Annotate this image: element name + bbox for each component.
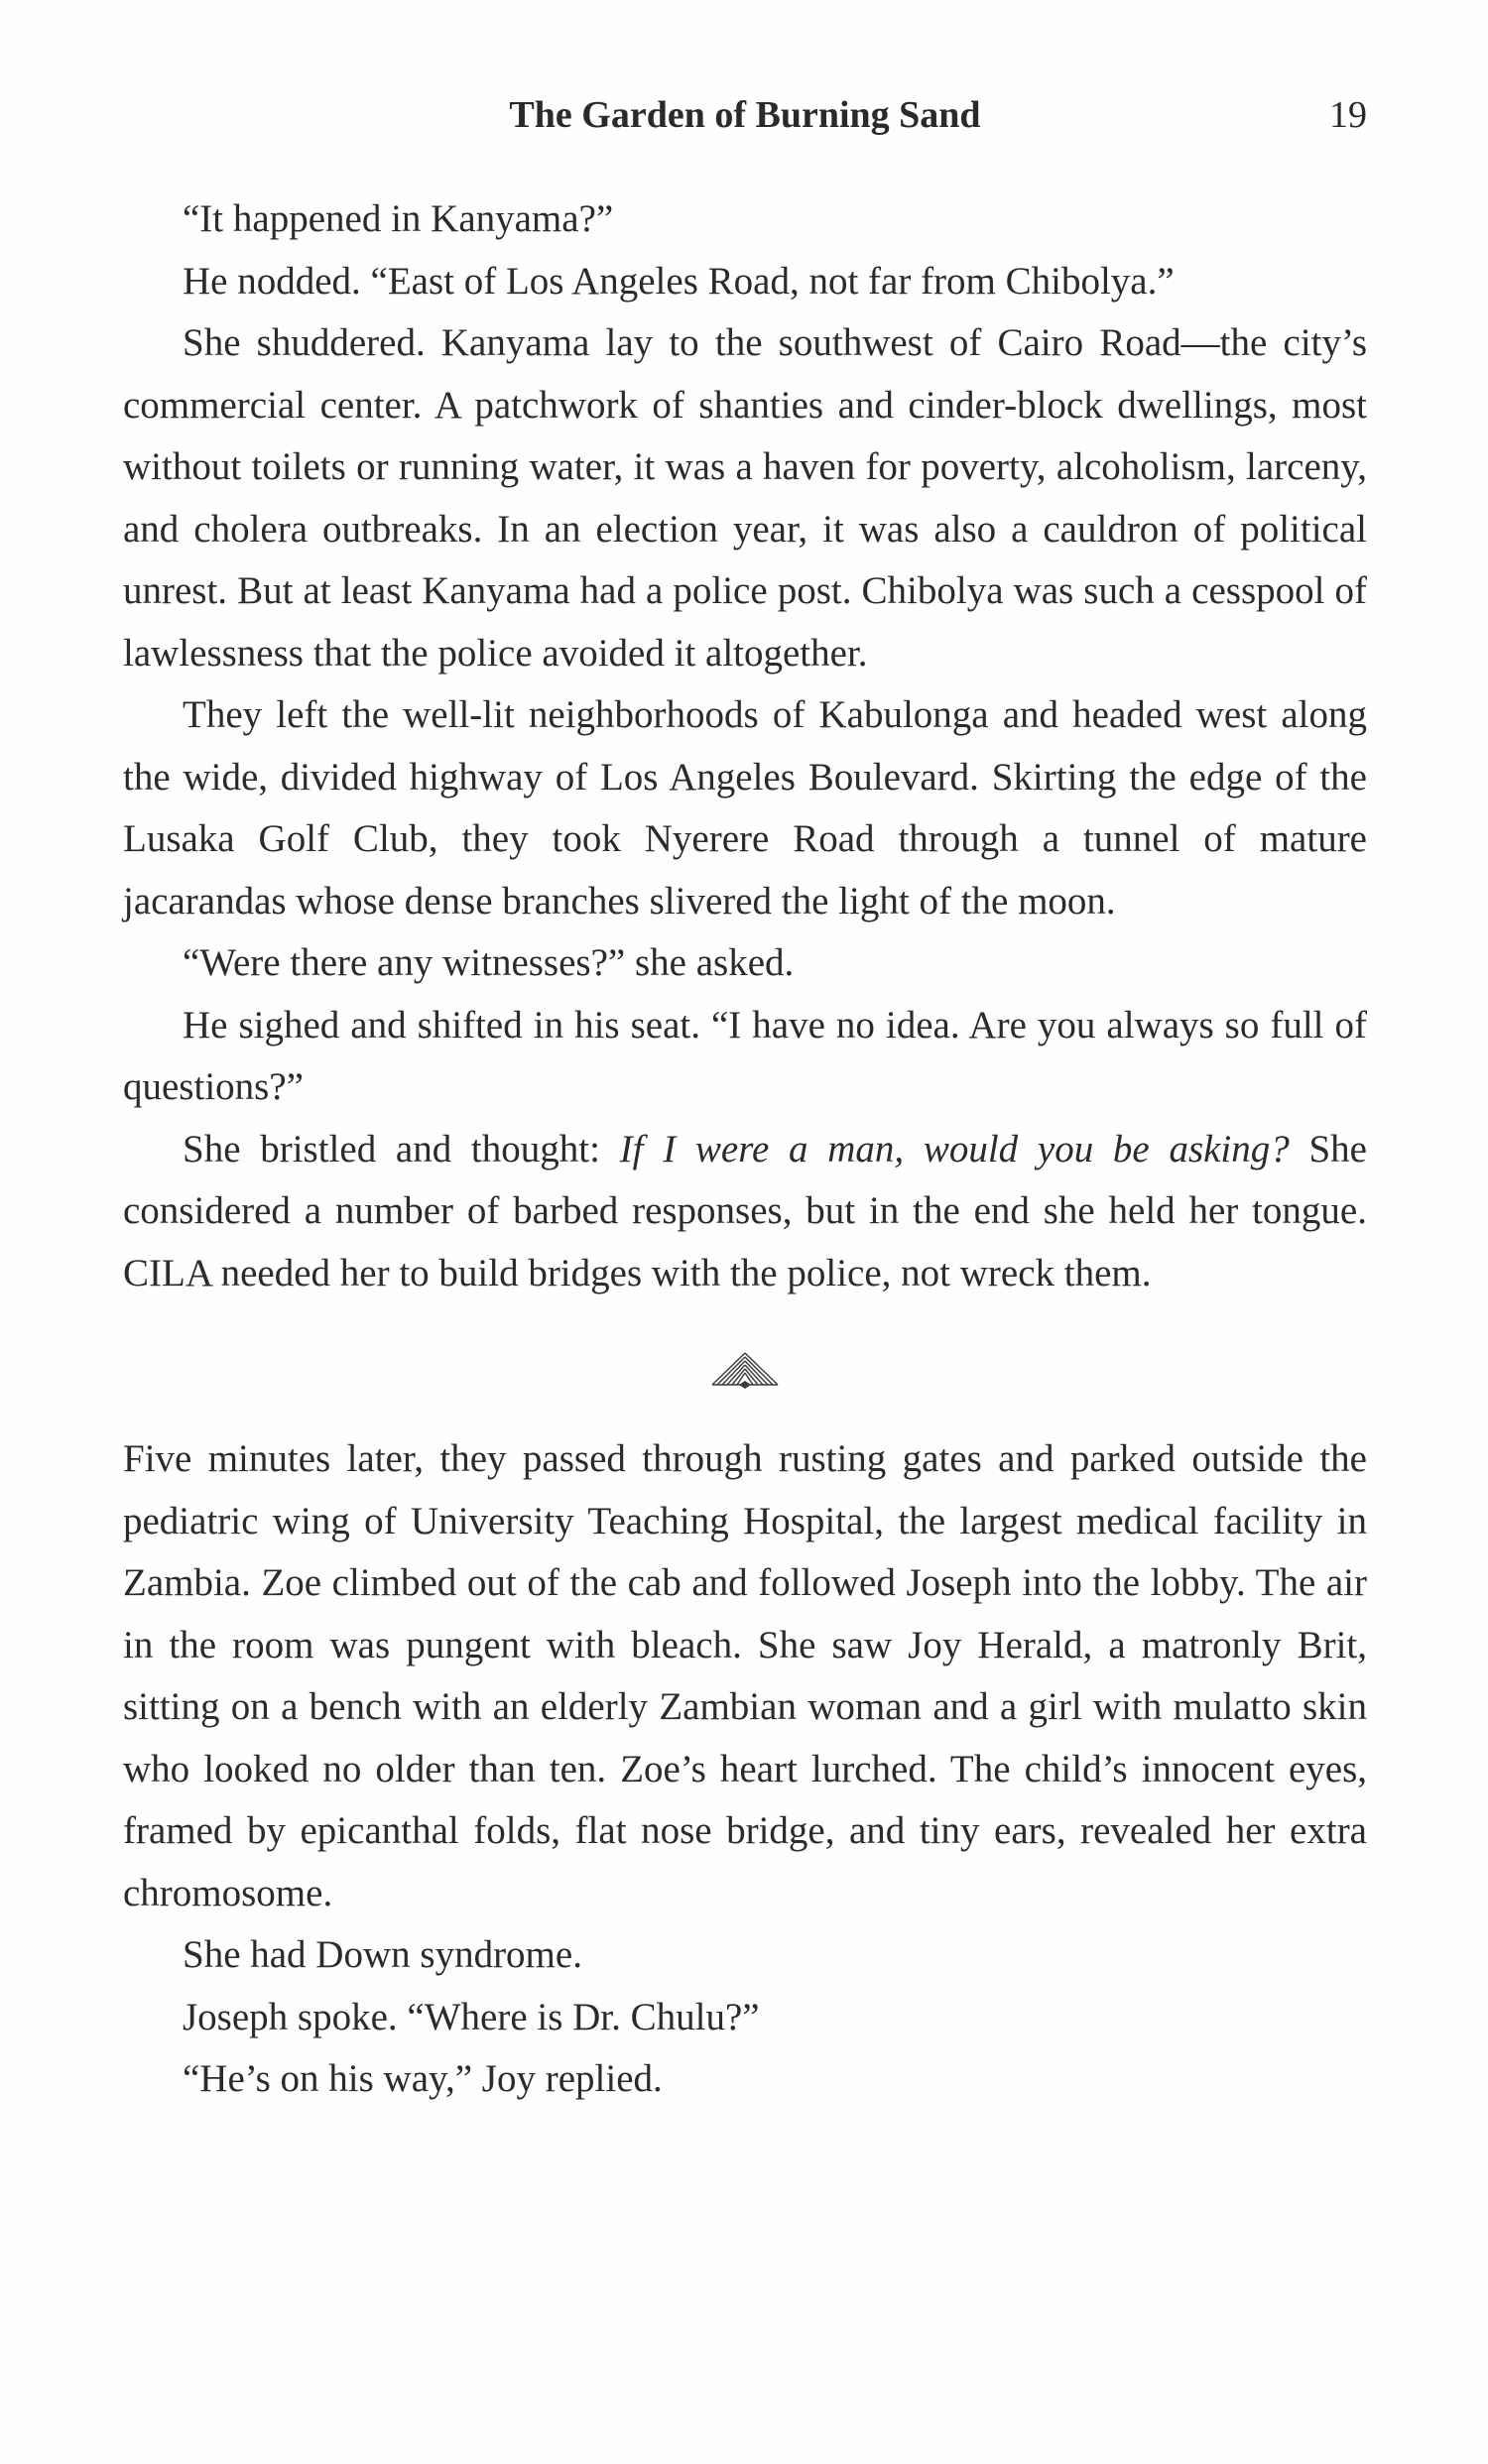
paragraph: They left the well-lit neighborhoods of Kabulonga and headed west along the wide, divided highway of Los Angeles Boulevard. Skirting the edge of the Lusaka Golf Club, they took Nyerere Road through a tunnel of mature jacarandas whose dense branches slivered the light of the moon. [123, 693, 1367, 923]
paragraph-text: She bristled and thought: [183, 1127, 620, 1170]
pyramid-ornament-icon [710, 1351, 780, 1393]
paragraph: “He’s on his way,” Joy replied. [183, 2057, 663, 2100]
paragraph-text: She considered a number of barbed responses, but in the end she held her tongue. CILA needed her to build bridges with the police, not wreck them. [123, 1127, 1367, 1294]
paragraph: Joseph spoke. “Where is Dr. Chulu?” [183, 1995, 760, 2038]
section-break [123, 1304, 1367, 1428]
paragraph: He nodded. “East of Los Angeles Road, not far from Chibolya.” [183, 259, 1175, 303]
paragraph: She shuddered. Kanyama lay to the southwest of Cairo Road—the city’s commercial center. A patchwork of shanties and cinder-block dwellings, most without toilets or running water, it was a haven for poverty, alcoholism, larceny, and cholera outbreaks. In an election year, it was also a cauldron of political unrest. But at least Kanyama had a police post. Chibolya was such a cesspool of lawlessness that the police avoided it altogether. [123, 321, 1367, 675]
paragraph-with-italic [123, 1119, 1367, 1305]
paragraph: Five minutes later, they passed through rusting gates and parked outside the pediatric wing of University Teaching Hospital, the largest medical facility in Zambia. Zoe climbed out of the cab and followed Joseph into the lobby. The air in the room was pungent with bleach. She saw Joy Herald, a matronly Brit, sitting on a bench with an elderly Zambian woman and a girl with mulatto skin who looked no older than ten. Zoe’s heart lurched. The child’s innocent eyes, framed by epicanthal folds, flat nose bridge, and tiny ears, revealed her extra chromosome. [123, 1437, 1367, 1914]
italic-thought: If I were a man, would you be asking? [619, 1127, 1290, 1170]
running-title: The Garden of Burning Sand [509, 94, 981, 136]
running-header [123, 87, 1367, 143]
body-text [123, 188, 1367, 2111]
paragraph: She had Down syndrome. [183, 1933, 582, 1976]
paragraph: “It happened in Kanyama?” [183, 197, 614, 240]
page-number: 19 [1329, 94, 1367, 136]
paragraph: “Were there any witnesses?” she asked. [183, 941, 795, 984]
paragraph: He sighed and shifted in his seat. “I have no idea. Are you always so full of questions?” [123, 1003, 1367, 1108]
